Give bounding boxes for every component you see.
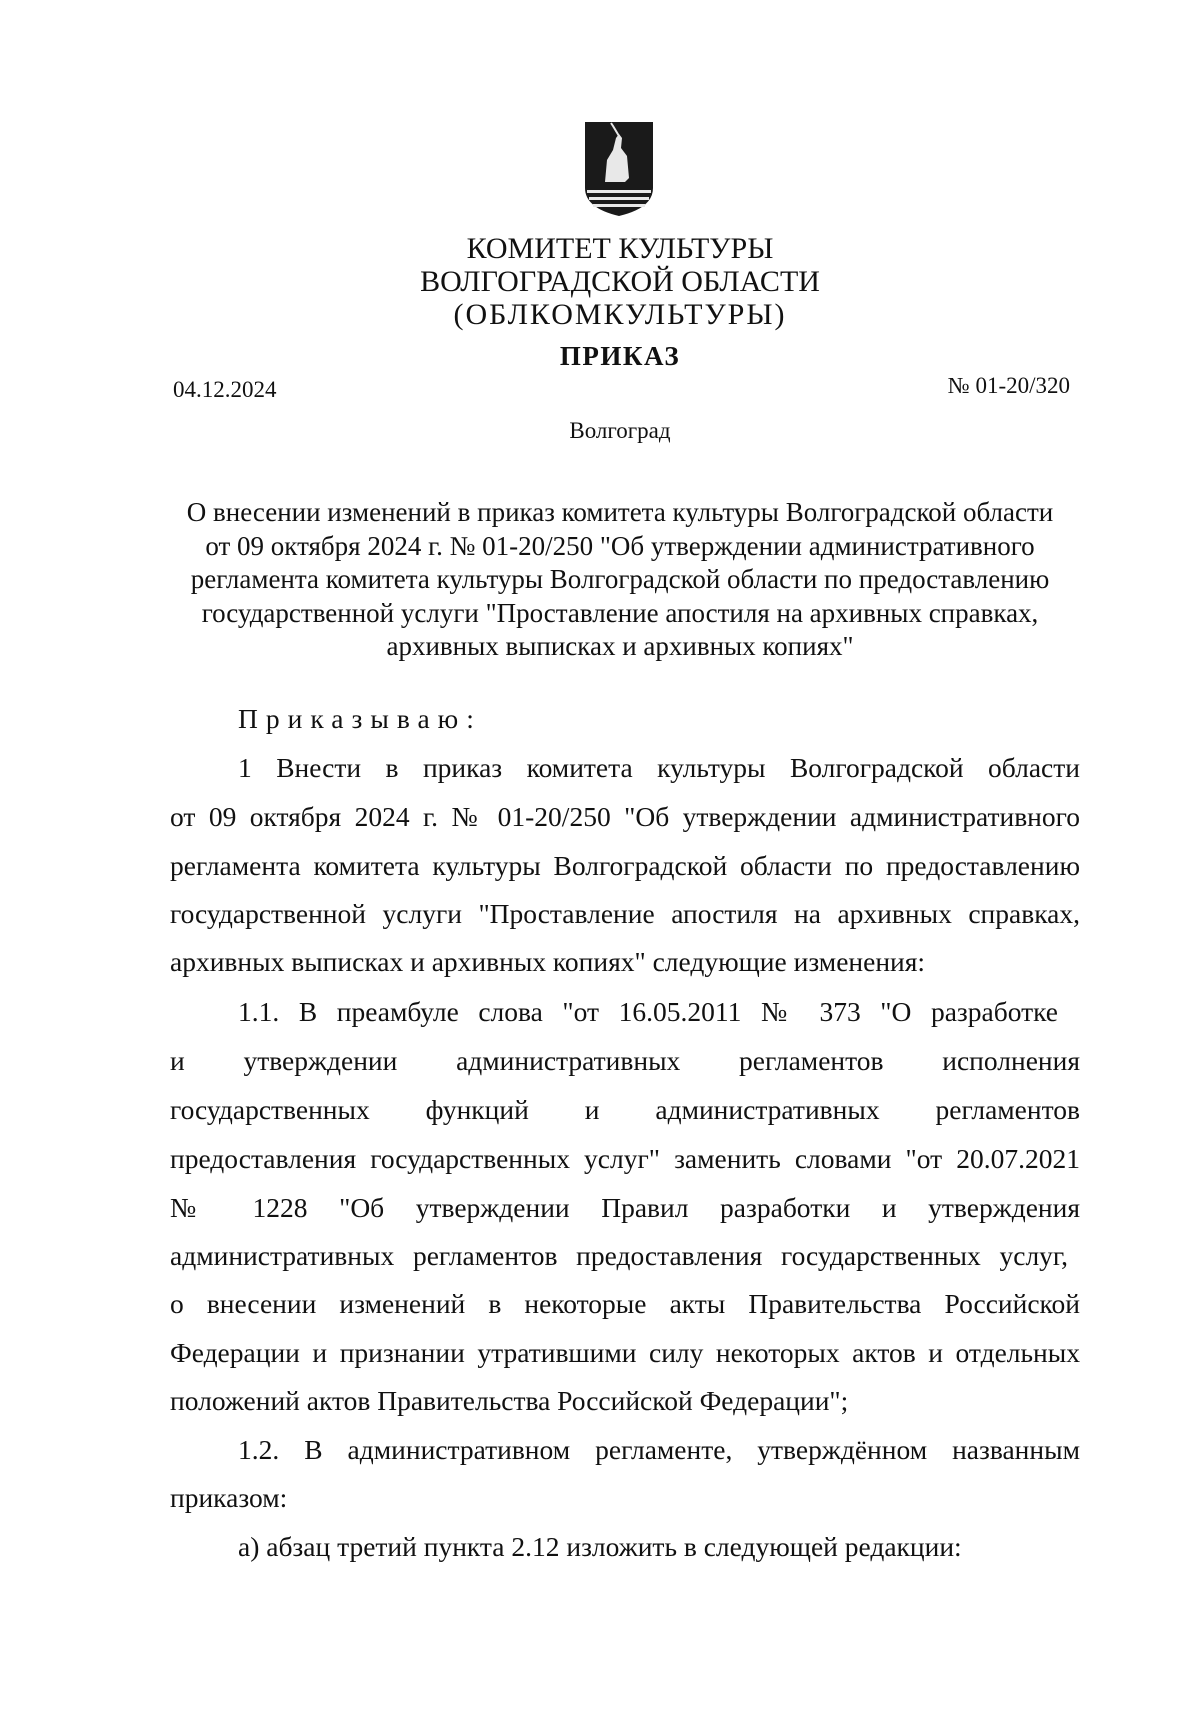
body-line: а) абзац третий пункта 2.12 изложить в следующей редакции: — [238, 1531, 962, 1562]
document-city: Волгоград — [569, 418, 671, 443]
body-line: положений актов Правительства Российской Федерации"; — [170, 1385, 849, 1416]
subject-line: архивных выписках и архивных копиях" — [386, 631, 854, 661]
body-line: регламента комитета культуры Волгоградской области по предоставлению — [170, 850, 1080, 881]
document-type: ПРИКАЗ — [559, 341, 681, 371]
body-line: от 09 октября 2024 г. № 01-20/250 "Об утверждении административного — [170, 801, 1080, 832]
body-line: архивных выписках и архивных копиях" следующие изменения: — [170, 946, 926, 977]
volgograd-coat-of-arms-icon — [583, 120, 655, 218]
body-line: Федерации и признании утратившими силу некоторых актов и отдельных — [170, 1337, 1080, 1368]
subject-line: от 09 октября 2024 г. № 01-20/250 "Об утверждении административного — [205, 530, 1035, 561]
body-line: 1 Внести в приказ комитета культуры Волгоградской области — [238, 752, 1080, 783]
body-line: 1.1. В преамбуле слова "от 16.05.2011 № 373 "О разработке — [238, 996, 1058, 1027]
org-name-line-1: КОМИТЕТ КУЛЬТУРЫ — [466, 232, 774, 265]
document-date: 04.12.2024 — [173, 377, 277, 402]
body-line: государственных функций и административных регламентов — [170, 1094, 1080, 1125]
body-line: и утверждении административных регламентов исполнения — [170, 1045, 1080, 1076]
body-line: предоставления государственных услуг" заменить словами "от 20.07.2021 — [170, 1143, 1080, 1174]
org-short-name: (ОБЛКОМКУЛЬТУРЫ) — [453, 298, 787, 331]
body-line: 1.2. В административном регламенте, утверждённом названным — [238, 1434, 1080, 1465]
body-line: приказом: — [170, 1482, 288, 1513]
body-line: административных регламентов предоставления государственных услуг, — [170, 1240, 1068, 1271]
body-line: государственной услуги "Проставление апостиля на архивных справках, — [170, 898, 1080, 929]
body-line: № 1228 "Об утверждении Правил разработки и утверждения — [170, 1192, 1080, 1223]
org-name-line-2: ВОЛГОГРАДСКОЙ ОБЛАСТИ — [420, 265, 820, 298]
order-word: Приказываю: — [238, 703, 482, 734]
subject-line: О внесении изменений в приказ комитета культуры Волгоградской области — [186, 497, 1054, 527]
subject-line: регламента комитета культуры Волгоградской области по предоставлению — [190, 564, 1050, 594]
document-number: № 01-20/320 — [947, 373, 1070, 398]
subject-line: государственной услуги "Проставление апостиля на архивных справках, — [201, 597, 1039, 628]
body-line: о внесении изменений в некоторые акты Правительства Российской — [170, 1288, 1080, 1319]
document-subject — [160, 496, 1080, 664]
